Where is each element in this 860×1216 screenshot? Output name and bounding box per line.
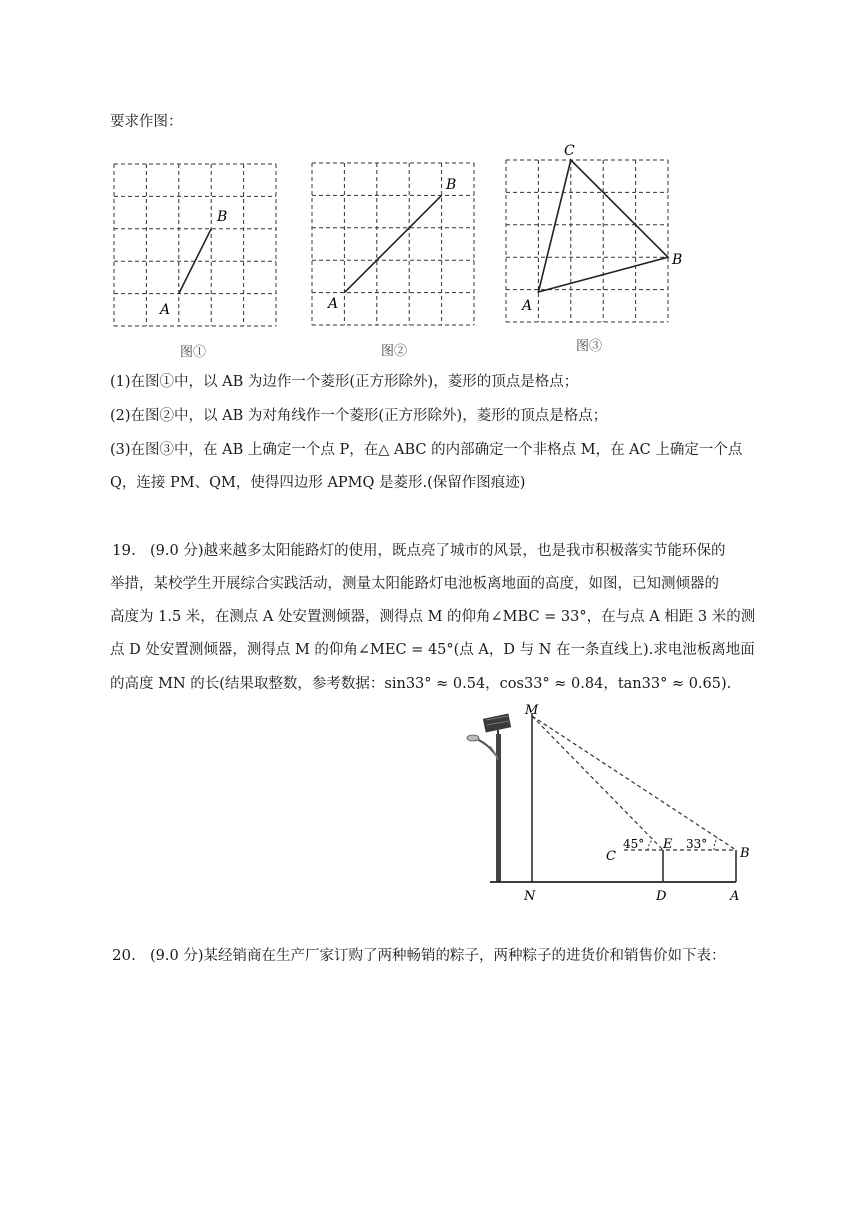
label-b: B [740, 846, 750, 861]
figure-2-caption: 图② [381, 344, 408, 359]
sight-line-mb [532, 716, 736, 850]
q19-line3: 高度为 1.5 米，在测点 A 处安置测倾器，测得点 M 的仰角∠MBC = 33°，在与点 A 相距 3 米的测 [110, 609, 756, 625]
label-c: C [606, 849, 616, 864]
segment-ab [344, 195, 441, 292]
label-e: E [663, 837, 673, 852]
lamp-pole-icon [467, 734, 501, 882]
label-m: M [525, 703, 539, 718]
label-n: N [524, 889, 536, 904]
label-a: A [160, 302, 171, 318]
q18-part2: (2)在图②中，以 AB 为对角线作一个菱形(正方形除外)，菱形的顶点是格点； [110, 408, 608, 424]
grid-figure-1 [112, 162, 280, 332]
grid-figure-3 [502, 140, 697, 330]
label-d: D [656, 889, 667, 904]
q18-part3-line1: (3)在图③中，在 AB 上确定一个点 P，在△ ABC 的内部确定一个非格点 M，在 AC 上确定一个点 [110, 442, 743, 458]
label-c: C [564, 143, 575, 159]
q20-line1: (9.0 分)某经销商在生产厂家订购了两种畅销的粽子，两种粽子的进货价和销售价如下表： [150, 948, 726, 964]
sight-line-me [532, 716, 663, 850]
grid-figure-2 [308, 160, 483, 330]
label-b: B [217, 209, 228, 225]
figure-3-caption: 图③ [576, 339, 603, 354]
q19-number: 19. [112, 541, 136, 559]
label-b: B [446, 177, 457, 193]
q19-line2: 举措，某校学生开展综合实践活动，测量太阳能路灯电池板离地面的高度，如图，已知测倾器的 [110, 576, 719, 592]
angle-45-label: 45° [623, 837, 645, 851]
q19-line5: 的高度 MN 的长(结果取整数，参考数据：sin33° ≈ 0.54，cos33° ≈ 0.84，tan33° ≈ 0.65). [110, 676, 732, 692]
solar-lamp-figure [460, 698, 760, 908]
q19-line4: 点 D 处安置测倾器，测得点 M 的仰角∠MEC = 45°(点 A，D 与 N 在一条直线上).求电池板离地面 [110, 642, 755, 658]
label-b: B [672, 252, 683, 268]
label-a: A [328, 296, 339, 312]
q18-part1: (1)在图①中，以 AB 为边作一个菱形(正方形除外)，菱形的顶点是格点； [110, 374, 579, 390]
q20-number: 20. [112, 946, 136, 964]
intro-text: 要求作图： [110, 114, 183, 130]
q19-line1: (9.0 分)越来越多太阳能路灯的使用，既点亮了城市的风景，也是我市积极落实节能环保的 [150, 543, 726, 559]
figure-1-caption: 图① [180, 345, 207, 360]
label-a: A [730, 889, 740, 904]
label-a: A [522, 298, 533, 314]
q18-part3-line2: Q，连接 PM、QM，使得四边形 APMQ 是菱形.(保留作图痕迹) [110, 475, 526, 491]
angle-33-label: 33° [686, 837, 708, 851]
